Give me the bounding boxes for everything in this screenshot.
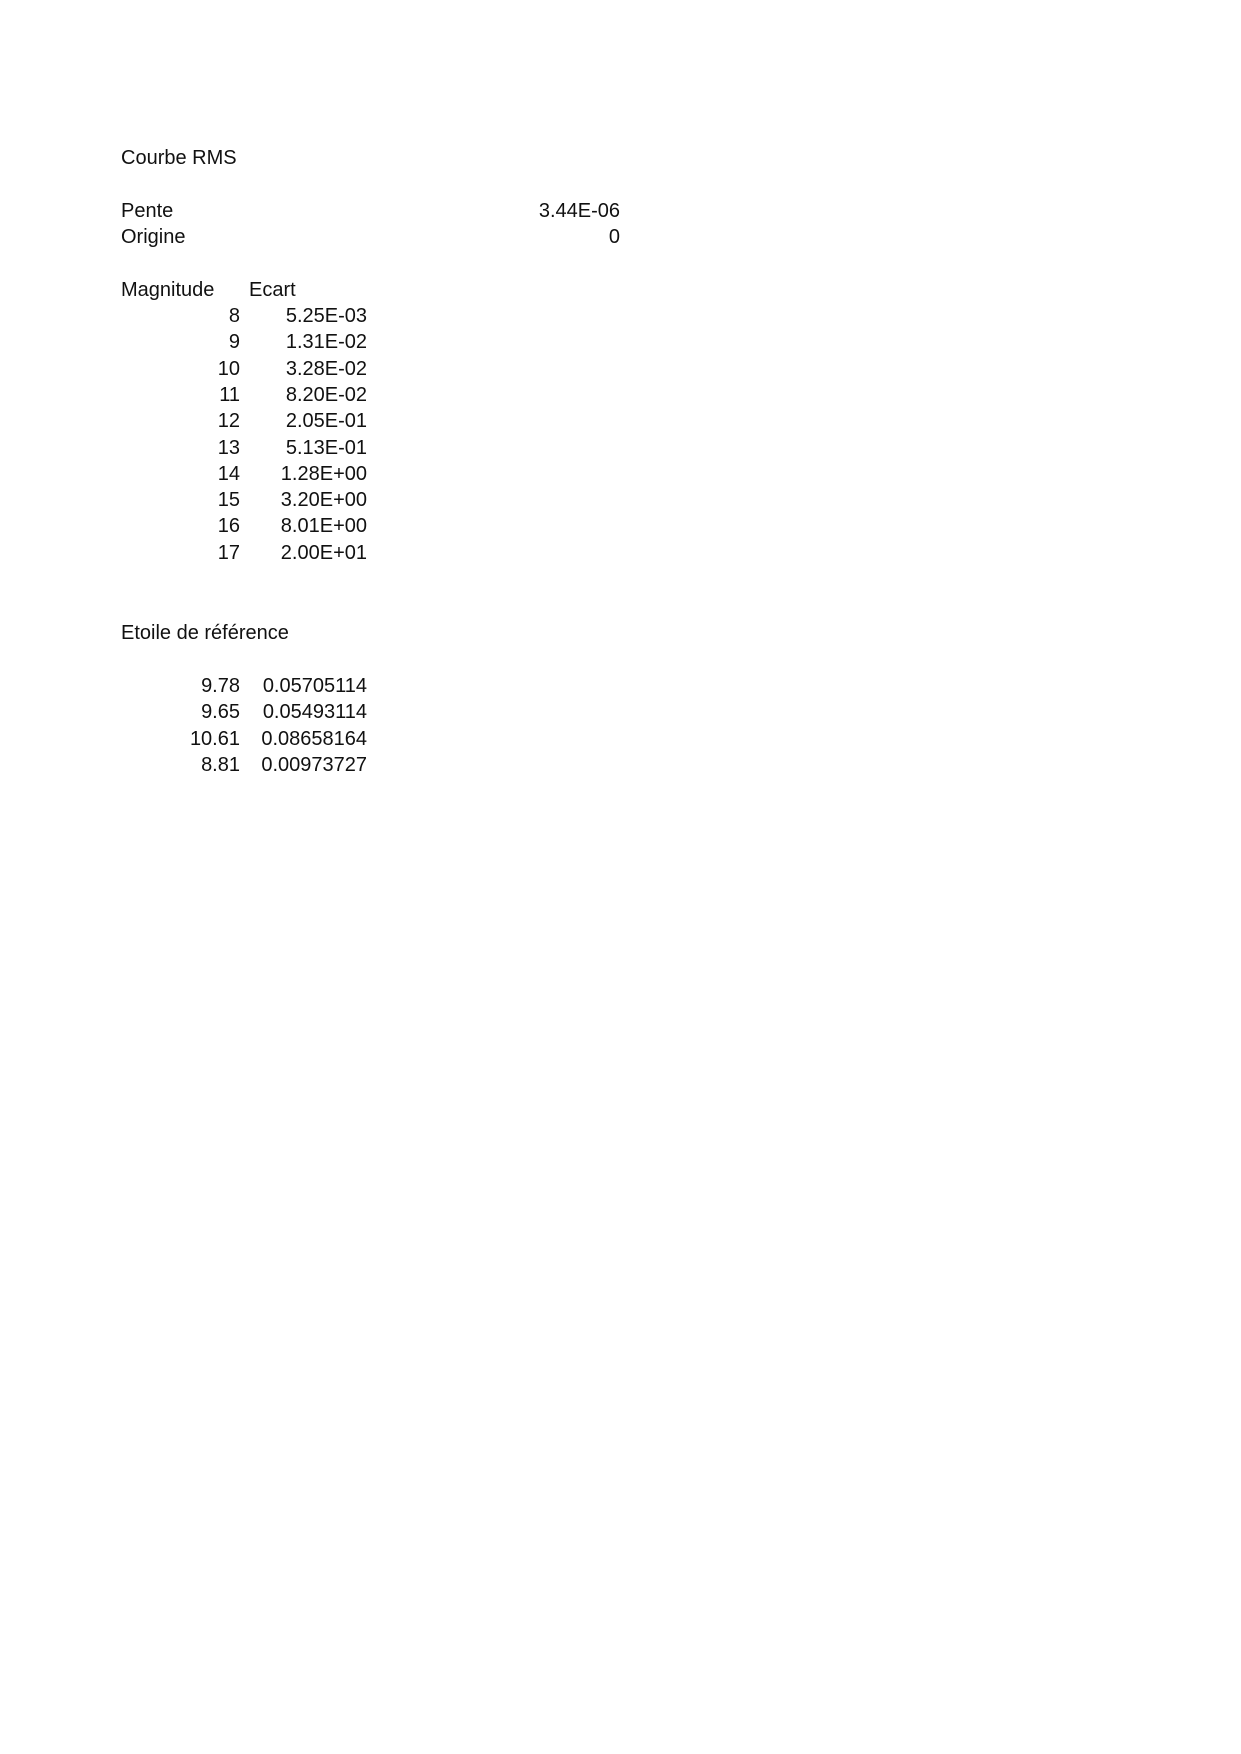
table-cell-magnitude: 8.81 (201, 753, 240, 776)
table-cell-value: 5.13E-01 (285, 436, 367, 459)
table-cell-value: 3.28E-02 (285, 357, 367, 380)
table-cell-magnitude: 12 (217, 410, 240, 433)
table-cell-magnitude: 11 (219, 383, 240, 406)
table-cell-value: 5.25E-03 (285, 305, 367, 327)
pente-value: 3.44E-06 (538, 200, 620, 222)
table-cell-value: 0.05493114 (262, 701, 367, 724)
table-cell-value: 2.00E+01 (280, 541, 367, 564)
table-cell-value: 1.31E-02 (285, 331, 367, 354)
table-cell-magnitude: 15 (217, 489, 240, 512)
magnitude-header: Magnitude (121, 279, 215, 301)
table-cell-value: 0.05705114 (262, 675, 367, 697)
sheet-title: Courbe RMS (121, 147, 237, 169)
origine-label: Origine (121, 226, 186, 248)
table-cell-magnitude: 10 (217, 357, 240, 380)
ecart-header: Ecart (249, 279, 296, 301)
table-cell-magnitude: 8 (228, 305, 240, 327)
table-cell-magnitude: 14 (217, 462, 240, 485)
table-cell-magnitude: 9.65 (201, 701, 240, 724)
pente-label: Pente (121, 200, 174, 222)
table-cell-value: 8.01E+00 (280, 515, 367, 538)
table-cell-magnitude: 17 (217, 541, 240, 564)
table-cell-magnitude: 16 (217, 515, 240, 538)
reference-title: Etoile de référence (121, 622, 289, 644)
table-cell-value: 0.08658164 (261, 727, 367, 750)
table-cell-magnitude: 9 (228, 331, 240, 354)
table-cell-value: 8.20E-02 (285, 383, 367, 406)
origine-value: 0 (608, 226, 620, 248)
table-cell-value: 1.28E+00 (280, 462, 367, 485)
table-cell-magnitude: 10.61 (189, 727, 240, 750)
table-cell-magnitude: 9.78 (201, 675, 240, 697)
table-cell-value: 2.05E-01 (285, 410, 367, 433)
table-cell-magnitude: 13 (217, 436, 240, 459)
table-cell-value: 3.20E+00 (280, 489, 367, 512)
table-cell-value: 0.00973727 (261, 753, 367, 776)
